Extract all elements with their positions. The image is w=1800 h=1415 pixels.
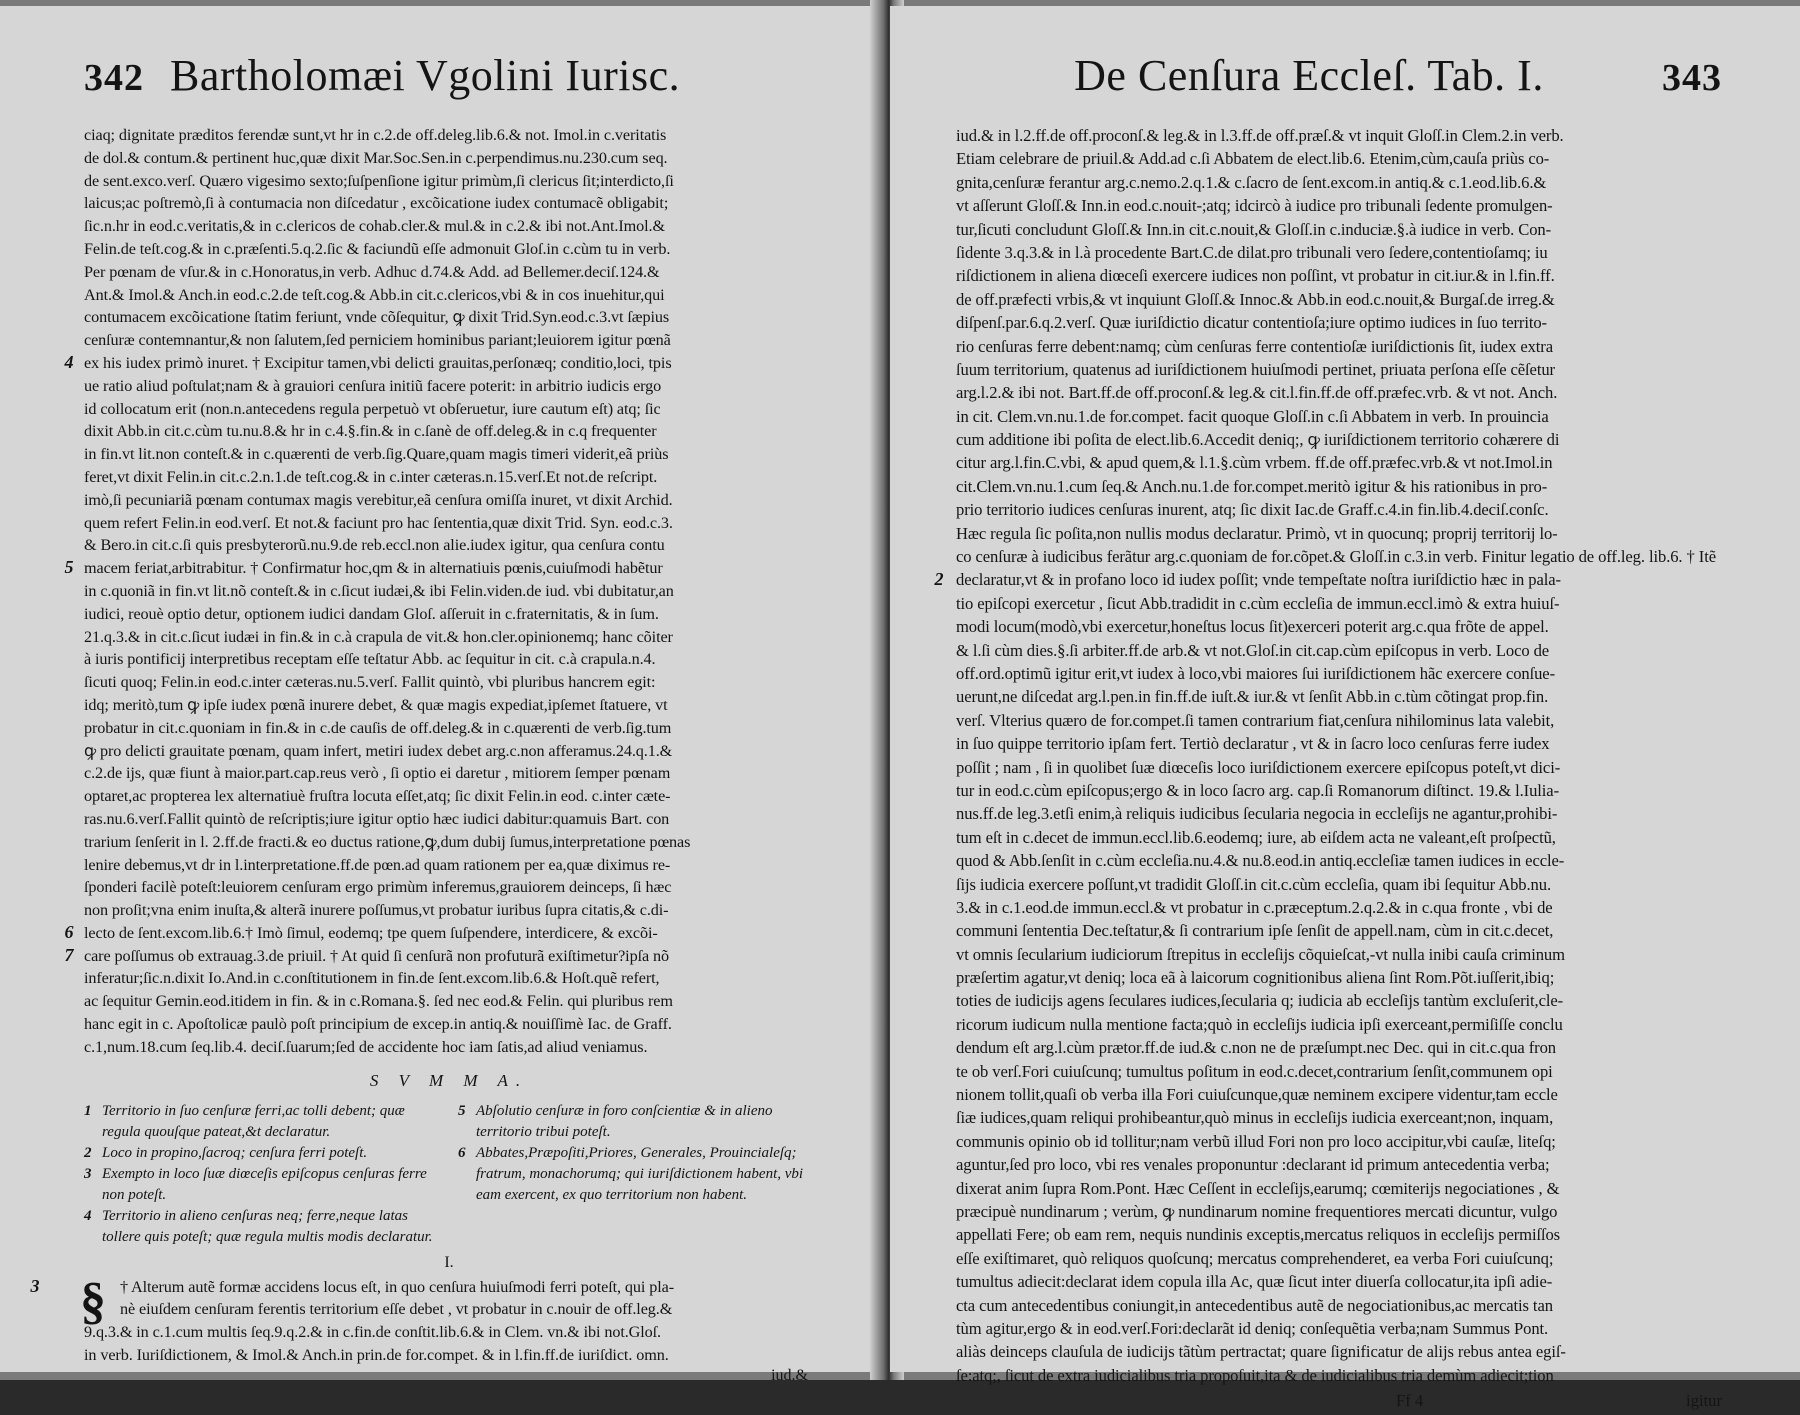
- text-line: ſe:atq;, ſicut de extra iudicialibus tria propoſuit,ita & de iudicialibus tria demùm adiecit;tion: [956, 1365, 1554, 1385]
- text-line: in verb. Iuriſdictionem, & Imol.& Anch.in prin.de for.compet. & in l.fin.ff.de iuriſdict. omn.: [84, 1346, 669, 1365]
- text-line: tur,ſicuti concludunt Gloſſ.& Inn.in cit.c.nouit,& Gloſſ.in c.induciæ.§.à iudice in verb. Con-: [956, 219, 1552, 239]
- text-line: gnita,cenſuræ ferantur arg.c.nemo.2.q.1.& c.ſacro de ſent.excom.in antiq.& c.1.eod.lib.6.&: [956, 172, 1547, 192]
- text-line: Felin.de teſt.cog.& in c.præſenti.5.q.2.ſic & faciundũ eſſe admonuit Gloſ.in c.cùm tu in verb.: [84, 239, 671, 258]
- text-line: communi ſententia Dec.teſtatur,& ſi contrarium ipſe ſenſit de appell.nam, cùm in cit.c.decet,: [956, 921, 1554, 941]
- summa-item-text: Loco in propino,ſacroq; cenſura ferri poteſt.: [102, 1144, 368, 1161]
- summa-item-number: 3: [84, 1165, 92, 1182]
- text-line: declaratur,vt & in profano loco id iudex poſſit; vnde tempeſtate noſtra iuriſdictio hæc in pala-: [956, 570, 1561, 590]
- text-line: præſertim agatur,vt deniq; loca eã à laicorum cognitionibus aliena ſint Rom.Põt.iuſſerit,ibiq;: [956, 968, 1555, 988]
- section-body-text: [30, 1272, 814, 1367]
- text-line: Etiam celebrare de priuil.& Add.ad c.ſi Abbatem de elect.lib.6. Etenim,cùm,cauſa priùs co-: [956, 149, 1550, 169]
- summa-item: [84, 1206, 440, 1248]
- text-line: in cit. Clem.vn.nu.1.de for.compet. facit quoque Gloſſ.in c.ſi Abbatem in verb. In prouincia: [956, 406, 1549, 426]
- text-line: idq; meritò,tum ꝙ ipſe iudex pœnã inurere debet, & quæ magis expediat,ipſemet ſtatuere, vt: [84, 695, 668, 714]
- summa-item-text: Abbates,Præpoſiti,Priores, Generales, Prouincialeſq; fratrum, monachorumq; qui iuriſdictionem habent, vbi eam exercent, ex quo territorium non habent.: [476, 1144, 804, 1203]
- text-line: verſ. Vlterius quæro de for.compet.ſi tamen contrarium fiat,cenſura nihilominus lata valebit,: [956, 710, 1555, 730]
- summa-column: [458, 1101, 814, 1248]
- text-line: ue ratio aliud poſtulat;nam & à grauiori cenſura initiũ facere poterit: in arbitrio iudicis ergo: [84, 376, 662, 395]
- text-line: prio territorio iudices cenſuras inurent, atq; ſic dixit Iac.de Graff.c.4.in fin.lib.4.deciſ.conſc.: [956, 500, 1549, 520]
- page-number: 342: [84, 57, 144, 99]
- text-line: c.1,num.18.cum ſeq.lib.4. deciſ.ſuarum;ſed de accidente hoc iam ſatis,ad aliud veniamus.: [84, 1037, 648, 1056]
- text-line: feret,vt dixit Felin.in cit.c.2.n.1.de teſt.cog.& in c.inter cæteras.n.15.verſ.Et not.de reſcript.: [84, 467, 658, 486]
- text-line: diſpenſ.par.6.q.2.verſ. Quæ iuriſdictio dicatur contentioſa;iure optimo iudices in ſuo territo-: [956, 313, 1547, 333]
- text-line: nionem tollit,quaſi ob verba illa Fori cuiuſcunque,quæ neminem excipere videntur,tam eccle: [956, 1085, 1558, 1105]
- text-line: de dol.& contum.& pertinent huc,quæ dixit Mar.Soc.Sen.in c.perpendimus.nu.230.cum seq.: [84, 148, 668, 167]
- text-line: † Alterum autẽ formæ accidens locus eſt, in quo cenſura huiuſmodi ferri poteſt, qui pla-: [120, 1277, 675, 1296]
- text-line: cta cum antecedentibus coniungit,in antecedentibus autẽ de negociationibus,ac mercatis tan: [956, 1295, 1553, 1315]
- text-line: tumultus adiecit:declarat idem copula illa Ac, quæ ſicut inter diuerſa collocatur,ita ipſi adie-: [956, 1272, 1553, 1292]
- summa-item-text: Exempto in loco ſuæ diœceſis epiſcopus cenſuras ferre non poteſt.: [102, 1165, 427, 1203]
- text-line: probatur in cit.c.quoniam in fin.& in c.de cauſis de off.deleg.& in c.quærenti de verb.ſig.tum: [84, 718, 672, 737]
- text-line: eſſe exiſtimaret, quò reliquos quoſcunq; mercatus comprehenderet, ea verba Fori cuiuſcunq;: [956, 1248, 1554, 1268]
- text-line: care poſſumus ob extrauag.3.de priuil. † At quid ſi cenſurã non profuturã exiſtimetur?ipſa nõ: [84, 946, 669, 965]
- margin-number: 5: [64, 557, 74, 578]
- text-line: lecto de ſent.excom.lib.6.† Imò ſimul, eodemq; tpe quem ſuſpendere, interdicere, & excõi-: [84, 923, 658, 942]
- text-line: 9.q.3.& in c.1.cum multis ſeq.9.q.2.& in c.fin.de conſtit.lib.6.& in Clem. vn.& ibi not.Gloſ.: [84, 1323, 662, 1342]
- text-line: quod & Abb.ſenſit in c.cùm eccleſia.nu.4.& nu.8.eod.in antiq.eccleſiæ tamen iudices in eccle-: [956, 851, 1565, 871]
- text-line: Hæc regula ſic poſita,non nullis modus declaratur. Primò, vt in quocunq; proprij territorij lo-: [956, 523, 1558, 543]
- text-line: c.2.de ijs, quæ fiunt à maior.part.cap.reus verò , ſi optio ei daretur , mitiorem ſemper pœnam: [84, 764, 671, 783]
- summa-list: [84, 1101, 814, 1248]
- text-line: communis opinio ob id tollitur;nam verbũ illud Fori non pro loco accipitur,vbi cauſæ, liteſq;: [956, 1131, 1556, 1151]
- text-line: ſiæ iudices,quam reliqui prohibeantur,quò minus in eccleſijs iudicia exerceant;non, inquam,: [956, 1108, 1554, 1128]
- text-line: Ant.& Imol.& Anch.in eod.c.2.de teſt.cog.& Abb.in cit.c.clericos,vbi & in cos inuehitur,qui: [84, 285, 665, 304]
- summa-item: [84, 1101, 440, 1143]
- left-body-text: [64, 124, 814, 1059]
- text-line: trarium ſenſerit in l. 2.ff.de fracti.& eo ductus ratione,ꝙ,dum dubij ſumus,interpretatione pœnas: [84, 832, 691, 851]
- text-line: vt omnis ſecularium iudiciorum ſtrepitus in eccleſijs cõquieſcat,-vt nulla inibi cauſa criminum: [956, 944, 1565, 964]
- right-page-header: [956, 50, 1722, 120]
- summa-item: [458, 1143, 814, 1206]
- text-line: ſijs iudicia exercere poſſunt,vt tradidit Gloſſ.in cit.c.cùm eccleſia, quam ibi ſequitur Abb.nu.: [956, 874, 1551, 894]
- left-page: [0, 6, 884, 1384]
- margin-number: 4: [64, 352, 74, 372]
- summa-item-number: 2: [84, 1144, 92, 1161]
- margin-number: 6: [64, 922, 74, 942]
- text-line: uerunt,ne diſcedat arg.l.pen.in fin.ff.de iuſt.& iur.& vt ſenſit Abb.in c.tùm cõtingat prop.fin.: [956, 687, 1549, 707]
- summa-item-text: Territorio in alieno cenſuras neq; ferre,neque latas tollere quis poteſt; quæ regula multis modis declaratur.: [102, 1207, 433, 1245]
- text-line: nè eiuſdem cenſuram ferentis territorium eſſe debet , vt probatur in c.nouir de off.leg.&: [120, 1300, 673, 1319]
- text-line: in c.quoniã in fin.vt lit.nõ conteſt.& in c.ſicut iudæi,& ibi Felin.viden.de iud. vbi dubitatur,an: [84, 581, 674, 600]
- text-line: laicus;ac poſtremò,ſi à contumacia non diſcedatur , excõicatione iudex contumacẽ obligabit;: [84, 194, 669, 213]
- section-number: I.: [444, 1253, 454, 1271]
- text-line: appellati Fere; ob eam rem, nequis nundinis exceptis,mercatus reliquos in eccleſijs permiſſos: [956, 1225, 1561, 1245]
- text-line: cenſuræ contemnantur,& non ſalutem,ſed perniciem hominibus pariant;leuiorem igitur pœnã: [84, 331, 671, 350]
- text-line: optaret,ac propterea lex alternatiuè fruſtra locuta eſſet,atq; ſic dixit Felin.in eod. c.inter cæte-: [84, 787, 671, 806]
- text-line: citur arg.l.fin.C.vbi, & apud quem,& l.1.§.cùm vrbem. ff.de off.præfec.vrb.& vt not.Imol.in: [956, 453, 1553, 473]
- text-line: inferatur;ſic.n.dixit Io.And.in c.conſtitutionem in fin.de ſent.excom.lib.6.& Hoſt.quẽ refert,: [84, 969, 660, 988]
- text-line: off.ord.optimũ igitur erit,vt iudex à loco,vbi maiores ſui iuriſdictionem hãc exercere conſue-: [956, 663, 1556, 683]
- text-line: cum additione ibi poſita de elect.lib.6.Accedit deniq;, ꝙ iuriſdictionem territorio cohærere di: [956, 430, 1560, 450]
- text-line: & Bero.in cit.c.ſi quis presbyterorũ.nu.9.de reb.eccl.non alie.iudex igitur, qua cenſura contu: [84, 536, 665, 555]
- text-line: & l.ſi cùm dies.§.ſi arbiter.ff.de arb.& vt not.Gloſ.in cit.cap.cùm epiſcopus in verb. Loco de: [956, 640, 1550, 660]
- text-line: ex his iudex primò inuret. † Excipitur tamen,vbi delicti grauitas,perſonæq; conditio,loci, tpis: [84, 353, 672, 372]
- text-line: id collocatum erit (non.n.antecedens regula perpetuò vt obſeruetur, iure cautum eſt) atq; ſic: [84, 399, 661, 418]
- text-line: dendum eſt arg.l.cùm prætor.ff.de iud.& c.non ne de præſumpt.nec Dec. qui in cit.c.qua fron: [956, 1038, 1556, 1058]
- text-line: Per pœnam de vſur.& in c.Honoratus,in verb. Adhuc d.74.& Add. ad Bellemer.deciſ.124.&: [84, 262, 660, 281]
- text-line: 21.q.3.& in cit.c.ſicut iudæi in fin.& in c.à crapula de vit.& hon.cler.opinionemq; hanc cõiter: [84, 627, 673, 646]
- summa-item-number: 4: [84, 1207, 92, 1224]
- text-line: co cenſuræ à iudicibus ferãtur arg.c.quoniam de for.cõpet.& Gloſſ.in c.3.in verb. Finitur legatio de off.leg. lib.6. † Itẽ: [956, 547, 1716, 567]
- summa-item: [458, 1101, 814, 1143]
- summa-item: [84, 1143, 440, 1164]
- left-page-header: [84, 50, 814, 120]
- text-line: te ob verſ.Fori cuiuſcunq; tumultus poſitum in eod.c.decet,contrarium ſenſit,communem opi: [956, 1061, 1553, 1081]
- text-line: ſponderi facilè poteſt:leuiorem cenſuram ergo primùm inferemus,grauiorem deinceps, ſi hæc: [84, 878, 672, 897]
- text-line: præcipuè nundinarum ; verùm, ꝙ nundinarum nomine frequentiores mercati dicuntur, vulgo: [956, 1201, 1558, 1221]
- text-line: de off.præfecti vrbis,& vt inquiunt Gloſſ.& Innoc.& Abb.in eod.c.nouit,& Burgaſ.de irreg.&: [956, 289, 1555, 309]
- text-line: nus.ff.de leg.3.etſi enim,à reliquis iudicibus ſecularia negocia in eccleſijs ne agantur,prohibi-: [956, 804, 1558, 824]
- text-line: riſdictionem in aliena diœceſi exercere iudices non poſſint, vt probatur in cit.iur.& in l.fin.ff.: [956, 266, 1555, 286]
- page-number: 343: [1662, 57, 1722, 99]
- text-line: de sent.exco.verſ. Quæro vigesimo sexto;ſuſpenſione igitur primùm,ſi clericus ſit;interdicto,ſi: [84, 171, 674, 190]
- summa-item-text: Abſolutio cenſuræ in foro conſcientiæ & in alieno territorio tribui poteſt.: [476, 1102, 773, 1140]
- text-line: ras.nu.6.verſ.Fallit quintò de reſcriptis;iure igitur optio hæc iudici dabitur:quamuis Bart. con: [84, 809, 670, 828]
- right-page: [890, 6, 1800, 1411]
- text-line: ſidente 3.q.3.& in l.à procedente Bart.C.de dilat.pro tribunali vero ſedere,contentioſamq; iu: [956, 242, 1548, 262]
- text-line: in ſuo quippe territorio ipſam fert. Tertiò declaratur , vt & in ſacro loco cenſuras ferre iudex: [956, 734, 1550, 754]
- text-line: tur in eod.c.cùm epiſcopus;ergo & in loco ſacro arg. cap.ſi Romanorum diſtinct. 19.& l.Iulia-: [956, 780, 1559, 800]
- paragraph-mark-icon: §: [80, 1272, 106, 1330]
- signature-mark: Ff 4: [1396, 1391, 1424, 1411]
- margin-number: 7: [64, 944, 74, 965]
- text-line: contumacem excõicatione ſtatim feriunt, vnde cõſequitur, ꝙ dixit Trid.Syn.eod.c.3.vt ſæpius: [84, 308, 670, 327]
- text-line: arg.l.2.& ibi not. Bart.ff.de off.proconſ.& leg.& cit.l.fin.ff.de off.præfec.vrb. & vt not. Anch.: [956, 383, 1558, 403]
- text-line: tum eſt in c.decet de immun.eccl.lib.6.eodemq; iure, ab eiſdem acta ne valeant,eſt proſpectũ,: [956, 827, 1556, 847]
- text-line: ſuum territorium, quatenus ad iuriſdictionem huiuſmodi pertinet, priuata perſona eſſe cẽſetur: [956, 359, 1555, 379]
- margin-number: 2: [934, 568, 944, 589]
- text-line: vt aſſerunt Gloſſ.& Inn.in eod.c.nouit-;atq; idcircò à iudice pro tribunali ſedente promulgen-: [956, 196, 1553, 216]
- text-line: in fin.vt lit.non conteſt.& in c.quærenti de verb.ſig.Quare,quam magis timeri viderit,eã priùs: [84, 445, 669, 464]
- text-line: tùm agitur,ergo & in eod.verſ.Fori:declarãt id deniq; conſequẽtia verba;nam Summus Pont.: [956, 1318, 1549, 1338]
- text-line: ꝙ pro delicti grauitate pœnam, quam infert, metiri iudex debet arg.c.non afferamus.24.q.1.&: [84, 741, 673, 760]
- text-line: iudici, reouè optio detur, optionem iudici dandam Gloſ. aſſeruit in c.fraternitatis, & in ſum.: [84, 604, 659, 623]
- catchword: iud.&: [771, 1366, 808, 1384]
- text-line: rio cenſuras ferre debent:namq; cùm cenſuras ferre contentioſæ iuriſdictionis ſit, iudex extra: [956, 336, 1553, 356]
- text-line: modi locum(modò,vbi exercetur,honeſtus locus ſit)exerceri poterit arg.c.qua frõte de appel.: [956, 617, 1549, 637]
- text-line: ac ſequitur Gemin.eod.itidem in fin. & in c.Romana.§. ſed nec eod.& Felin. qui pluribus rem: [84, 992, 673, 1011]
- text-line: dixerat anim ſupra Rom.Pont. Hæc Ceſſent in eccleſijs,earumq; cœmiterijs negociationes , &: [956, 1178, 1560, 1198]
- text-line: dixit Abb.in cit.c.cùm tu.nu.8.& hr in c.4.§.fin.& in c.ſanè de off.deleg.& in c.q frequenter: [84, 422, 657, 441]
- text-line: iud.& in l.2.ff.de off.proconſ.& leg.& in l.3.ff.de off.præſ.& vt inquit Gloſſ.in Clem.2.in verb.: [956, 126, 1564, 145]
- text-line: ricorum iudicum nulla mentione facta;quò in eccleſijs iudicia ipſi exerceant,permiſiſſe conclu: [956, 1014, 1563, 1034]
- right-body-text: [934, 124, 1722, 1387]
- text-line: lenire debemus,vt dr in l.interpretatione.ff.de pœn.ad quam rationem per ea,quæ diximus re-: [84, 855, 671, 874]
- text-line: tio epiſcopi exercetur , ſicut Abb.tradidit in c.cùm eccleſia de immun.eccl.imò & extra huiuſ-: [956, 593, 1560, 613]
- summa-item: [84, 1164, 440, 1206]
- text-line: macem feriat,arbitrabitur. † Confirmatur hoc,qm & in alternatiuis pœnis,cuiuſmodi habẽtur: [84, 559, 663, 578]
- text-line: à iuris pontificij interpretibus receptam eſſe teſtatur Abb. ac ſequitur in cit. c.à crapula.n.4.: [84, 650, 656, 669]
- running-head: Bartholomæi Vgolini Iurisc.: [170, 51, 681, 100]
- text-line: cit.Clem.vn.nu.1.cum ſeq.& Anch.nu.1.de for.compet.meritò igitur & his rationibus in pro-: [956, 476, 1548, 496]
- running-head: De Cenſura Eccleſ. Tab. I.: [1074, 51, 1544, 100]
- summa-item-number: 6: [458, 1144, 466, 1161]
- text-line: ſic.n.hr in eod.c.veritatis,& in c.clericos de cohab.cler.& mul.& in c.2.& ibi not.Ant.Imol.&: [84, 217, 665, 236]
- text-line: imò,ſi pecuniariã pœnam contumax magis verebitur,eã cenſura omiſſa inuret, vt dixit Archid.: [84, 490, 673, 509]
- summa-item-number: 5: [458, 1102, 466, 1119]
- summa-item-text: Territorio in ſuo cenſuræ ferri,ac tolli debent; quæ regula quouſque pateat,&t declaratur.: [102, 1102, 405, 1140]
- text-line: ciaq; dignitate præditos ferendæ sunt,vt hr in c.2.de off.deleg.lib.6.& not. Imol.in c.veritatis: [84, 126, 667, 144]
- text-line: quem refert Felin.in eod.verſ. Et not.& faciunt pro hac ſententia,quæ dixit Trid. Syn. eod.c.3.: [84, 513, 673, 532]
- text-line: aliàs deinceps clauſula de iudicijs tãtùm pertractat; quare ſignificatur de alijs rebus antea egiſ-: [956, 1342, 1566, 1362]
- text-line: ſicuti quoq; Felin.in eod.c.inter cæteras.nu.5.verſ. Fallit quintò, vbi pluribus hancrem egit:: [84, 673, 656, 692]
- text-line: aguntur,ſed pro loco, vbi res venales proponuntur :declarant id primum antecedentia verba;: [956, 1155, 1550, 1175]
- summa-column: [84, 1101, 440, 1248]
- summa-title: S V M M A.: [369, 1070, 529, 1090]
- margin-number: 3: [30, 1275, 40, 1296]
- text-line: toties de iudicijs agens ſeculares iudices,ſecularia q; iudicia ab eccleſijs tantùm excluſerit,cle-: [956, 991, 1564, 1011]
- text-line: 3.& in c.1.eod.de immun.eccl.& vt probatur in c.præceptum.2.q.2.& in c.qua fronte , vbi de: [956, 897, 1553, 917]
- catchword: igitur: [1686, 1391, 1722, 1411]
- page-footer: [956, 1391, 1722, 1415]
- text-line: non proſit;vna enim inuſta,& alterã inurere poſſumus,vt probatur iuribus ſupra citatis,& c.di-: [84, 901, 669, 920]
- text-line: poſſit ; nam , ſi in quolibet ſuæ diœceſis loco iuriſdictionem exercere epiſcopus poteſt,vt dici-: [956, 757, 1561, 777]
- summa-item-number: 1: [84, 1102, 92, 1119]
- text-line: hanc egit in c. Apoſtolicæ paulò poſt principium de excep.in antiq.& nouiſſimè Iac. de Graff.: [84, 1015, 672, 1034]
